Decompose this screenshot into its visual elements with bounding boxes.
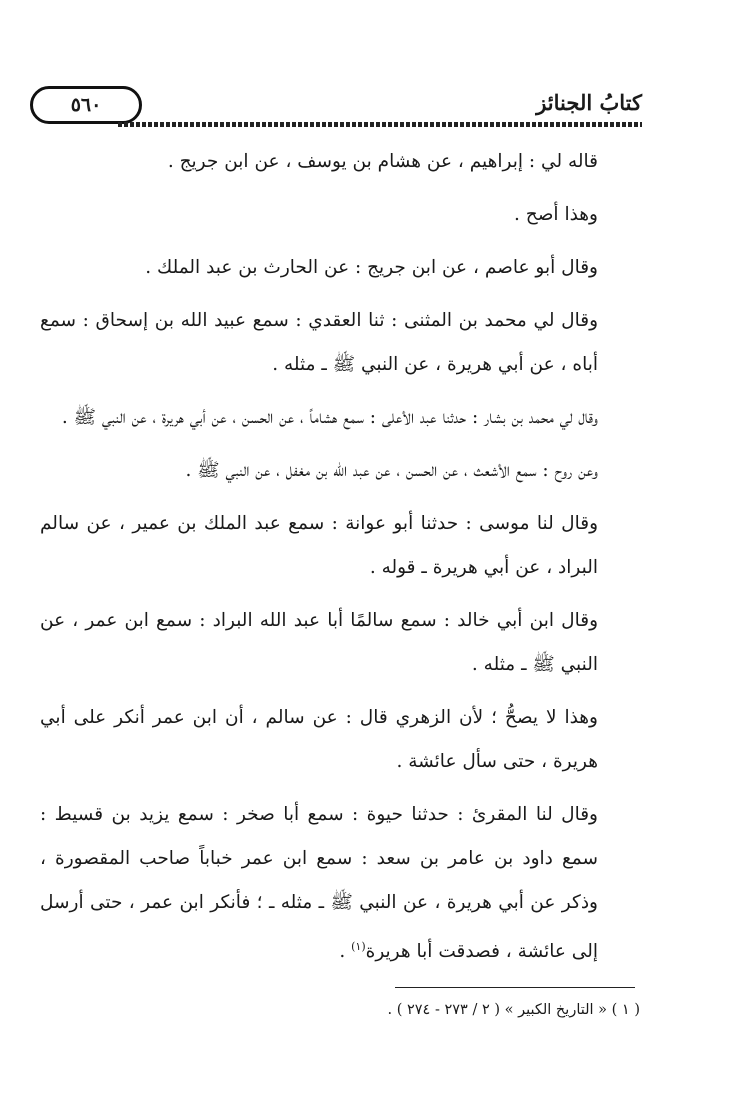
header-rule [118,122,642,127]
footnote-rule [395,987,635,988]
paragraph: قاله لي : إبراهيم ، عن هشام بن يوسف ، عن ابن جريج . [167,151,598,172]
body-text [40,140,640,983]
paragraph: وقال لي محمد بن بشار : حدثنا عبد الأعلى : سمع هشاماً ، عن الحسن ، عن أبي هريرة ، عن النبي ﷺ . [61,407,598,428]
page-header [30,86,642,130]
paragraph: وقال لنا موسى : حدثنا أبو عوانة : سمع عبد الملك بن عمير ، عن سالم البراد ، عن أبي هريرة ـ قوله . [40,513,598,578]
paragraph-last [40,793,640,974]
paragraph: وقال أبو عاصم ، عن ابن جريج : عن الحارث بن عبد الملك . [145,257,598,278]
paragraph: وقال ابن أبي خالد : سمع سالمًا أبا عبد الله البراد : سمع ابن عمر ، عن النبي ﷺ ـ مثله . [40,610,598,675]
paragraph-text: وقال لنا المقرئ : حدثنا حيوة : سمع أبا صخر : سمع يزيد بن قسيط : سمع داود بن عامر بن سعد : سمع ابن عمر خباباً صاحب المقصورة ، وذكر عن أبي هريرة ، عن النبي ﷺ ـ مثله ـ ؛ فأنكر ابن عمر ، حتى أرسل إلى عائشة ، فصدقت أبا هريرة [40,804,598,963]
paragraph: وهذا أصح . [514,204,598,225]
page-number: ٥٦٠ [30,86,142,124]
footnote-reference[interactable]: (١) [351,940,366,953]
book-title: كتابُ الجنائز [536,90,642,115]
footnote: ( ١ ) « التاريخ الكبير » ( ٢ / ٢٧٣ - ٢٧٤ ) . [387,1002,640,1018]
paragraph: وهذا لا يصحُّ ؛ لأن الزهري قال : عن سالم ، أن ابن عمر أنكر على أبي هريرة ، حتى سأل عائشة . [40,707,598,772]
paragraph-end: . [339,941,352,963]
paragraph: وعن روح : سمع الأشعث ، عن الحسن ، عن عبد الله بن مغفل ، عن النبي ﷺ . [185,460,598,481]
paragraph: وقال لي محمد بن المثنى : ثنا العقدي : سمع عبيد الله بن إسحاق : سمع أباه ، عن أبي هريرة ، عن النبي ﷺ ـ مثله . [40,310,598,375]
